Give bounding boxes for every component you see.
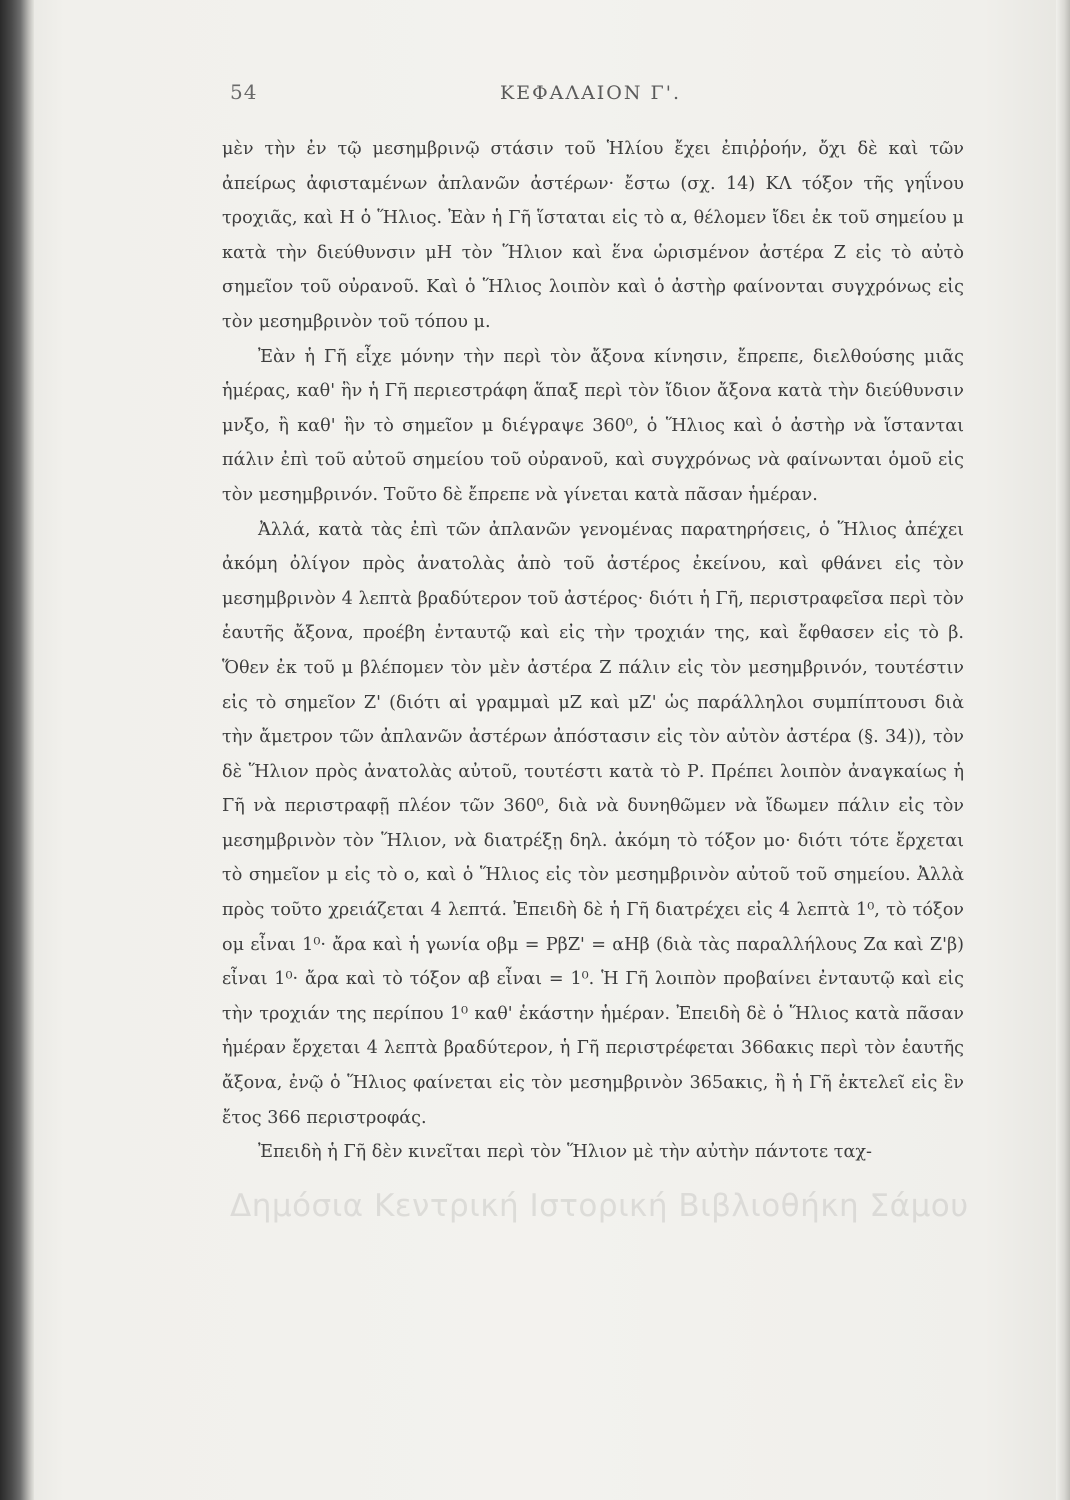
paragraph: Ἐπειδὴ ἡ Γῆ δὲν κινεῖται περὶ τὸν Ἥλιον μὲ τὴν αὐτὴν πάντοτε ταχ- <box>258 1142 872 1163</box>
page-number: 54 <box>230 80 258 104</box>
paragraph: Ἀλλά, κατὰ τὰς ἐπὶ τῶν ἀπλανῶν γενομένας παρατηρήσεις, ὁ Ἥλιος ἀπέχει ἀκόμη ὀλίγον πρὸς ἀνατολὰς ἀπὸ τοῦ ἀστέρος ἐκείνου, καὶ φθάνει εἰς τὸν μεσημβρινὸν 4 λεπτὰ βραδύτερον τοῦ ἀστέρος· διότι ἡ Γῆ, περιστραφεῖσα περὶ τὸν ἑαυτῆς ἄξονα, προέβη ἐνταυτῷ καὶ εἰς τὴν τροχιάν της, καὶ ἔφθασεν εἰς τὸ β. Ὅθεν ἐκ τοῦ μ βλέπομεν τὸν μὲν ἀστέρα Ζ πάλιν εἰς τὸν μεσημβρινόν, τουτέστιν εἰς τὸ σημεῖον Ζ' (διότι αἱ γραμμαὶ μΖ καὶ μΖ' ὡς παράλληλοι συμπίπτουσι διὰ τὴν ἄμετρον τῶν ἀπλανῶν ἀστέρων ἀπόστασιν εἰς τὸν αὐτὸν ἀστέρα (§. 34)), τὸν δὲ Ἥλιον πρὸς ἀνατολὰς αὐτοῦ, τουτέστι κατὰ τὸ Ρ. Πρέπει λοιπὸν ἀναγκαίως ἡ Γῆ νὰ περιστραφῇ πλέον τῶν 360⁰, διὰ νὰ δυνηθῶμεν νὰ ἴδωμεν πάλιν εἰς τὸν μεσημβρινὸν τὸν Ἥλιον, νὰ διατρέξῃ δηλ. ἀκόμη τὸ τόξον μο· διότι τότε ἔρχεται τὸ σημεῖον μ εἰς τὸ ο, καὶ ὁ Ἥλιος εἰς τὸν μεσημβρινὸν αὐτοῦ τοῦ σημείου. Ἀλλὰ πρὸς τοῦτο χρειάζεται 4 λεπτά. Ἐπειδὴ δὲ ἡ Γῆ διατρέχει εἰς 4 λεπτὰ 1⁰, τὸ τόξον ομ εἶναι 1⁰· ἄρα καὶ ἡ γωνία οβμ = ΡβΖ' = αΗβ (διὰ τὰς παραλλήλους Ζα καὶ Ζ'β) εἶναι 1⁰· ἄρα καὶ τὸ τόξον αβ εἶναι = 1⁰. Ἡ Γῆ λοιπὸν προβαίνει ἐνταυτῷ καὶ εἰς τὴν τροχιάν της περίπου 1⁰ καθ' ἑκάστην ἡμέραν. Ἐπειδὴ δὲ ὁ Ἥλιος κατὰ πᾶσαν ἡμέραν ἔρχεται 4 λεπτὰ βραδύτερον, ἡ Γῆ περιστρέφεται 366ακις περὶ τὸν ἑαυτῆς ἄξονα, ἐνῷ ὁ Ἥλιος φαίνεται εἰς τὸν μεσημβρινὸν 365ακις, ἢ ἡ Γῆ ἐκτελεῖ εἰς ἓν ἔτος 366 περιστροφάς. <box>222 519 964 1128</box>
book-binding-edge <box>0 0 34 1500</box>
library-watermark: Δημόσια Κεντρική Ιστορική Βιβλιοθήκη Σάμου <box>230 1188 969 1224</box>
running-head: ΚΕΦΑΛΑΙΟΝ Γ'. <box>500 82 681 104</box>
paragraph: Ἐὰν ἡ Γῆ εἶχε μόνην τὴν περὶ τὸν ἄξονα κίνησιν, ἔπρεπε, διελθούσης μιᾶς ἡμέρας, καθ' ἣν ἡ Γῆ περιεστράφη ἅπαξ περὶ τὸν ἴδιον ἄξονα κατὰ τὴν διεύθυνσιν μνξο, ἢ καθ' ἣν τὸ σημεῖον μ διέγραψε 360⁰, ὁ Ἥλιος καὶ ὁ ἀστὴρ νὰ ἵστανται πάλιν ἐπὶ τοῦ αὐτοῦ σημείου τοῦ οὐρανοῦ, καὶ συγχρόνως νὰ φαίνωνται ὁμοῦ εἰς τὸν μεσημβρινόν. Τοῦτο δὲ ἔπρεπε νὰ γίνεται κατὰ πᾶσαν ἡμέραν. <box>222 346 964 505</box>
page-header <box>200 80 960 120</box>
body-text <box>222 132 964 1170</box>
paragraph: μὲν τὴν ἐν τῷ μεσημβρινῷ στάσιν τοῦ Ἡλίου ἔχει ἐπιῤῥοήν, ὄχι δὲ καὶ τῶν ἀπείρως ἀφισταμένων ἀπλανῶν ἀστέρων· ἔστω (σχ. 14) ΚΛ τόξον τῆς γηΐνου τροχιᾶς, καὶ Η ὁ Ἥλιος. Ἐὰν ἡ Γῆ ἵσταται εἰς τὸ α, θέλομεν ἴδει ἐκ τοῦ σημείου μ κατὰ τὴν διεύθυνσιν μΗ τὸν Ἥλιον καὶ ἕνα ὡρισμένον ἀστέρα Ζ εἰς τὸ αὐτὸ σημεῖον τοῦ οὐρανοῦ. Καὶ ὁ Ἥλιος λοιπὸν καὶ ὁ ἀστὴρ φαίνονται συγχρόνως εἰς τὸν μεσημβρινὸν τοῦ τόπου μ. <box>222 139 964 332</box>
page-right-edge <box>1056 0 1070 1500</box>
